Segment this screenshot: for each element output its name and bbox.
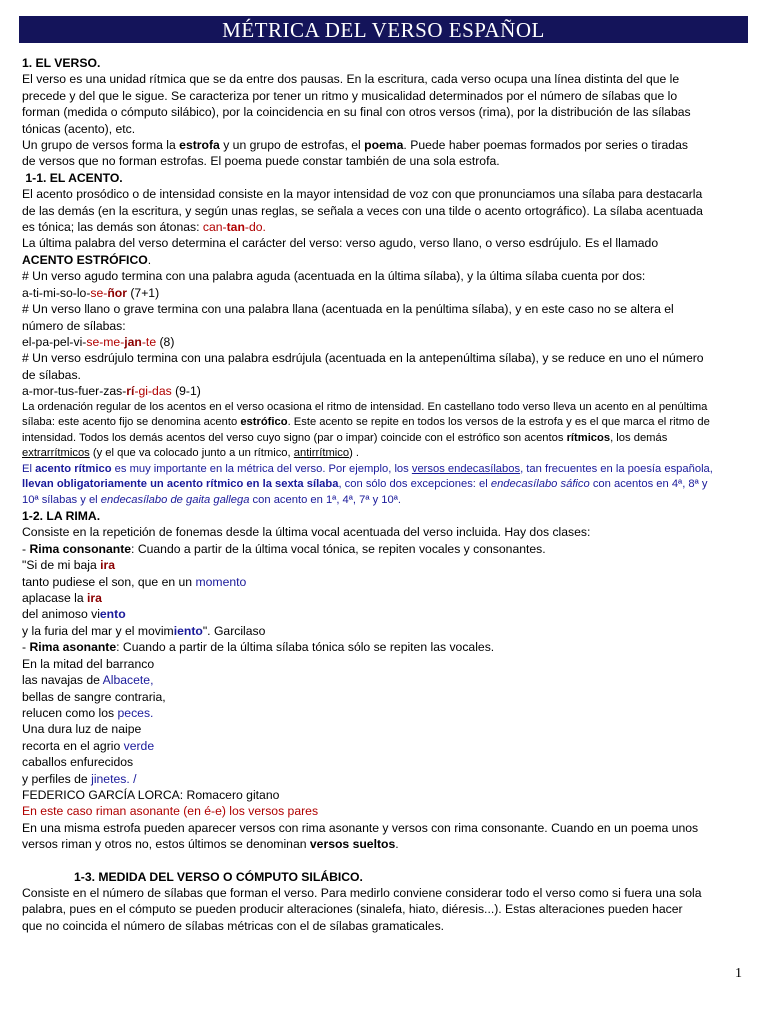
paragraph-line: forman (medida o cómputo silábico), por la coincidencia en su final con otros versos (rima), por la distribución de las sílabas (22, 105, 691, 120)
paragraph-line: número de sílabas: (22, 318, 126, 333)
rhyme-note: En este caso riman asonante (en é-e) los versos pares (22, 804, 319, 819)
paragraph-line: El verso es una unidad rítmica que se da entre dos pausas. En la escritura, cada verso ocupa una línea distinta del que le (22, 72, 680, 87)
paragraph-line: # Un verso agudo termina con una palabra aguda (acentuada en la última sílaba), y la última sílaba cuenta por dos: (22, 269, 646, 284)
link-versos-endecasilabos: versos endecasílabos (411, 462, 521, 475)
page-number: 1 (735, 966, 742, 981)
term-acento-estrofico: ACENTO ESTRÓFICO (22, 252, 148, 267)
section-heading-medida: 1-3. MEDIDA DEL VERSO O CÓMPUTO SILÁBICO. (74, 869, 363, 884)
note-line: intensidad. Todos los demás acentos del verso cuyo signo (par o impar) coincide con el estrófico son acentos rítmicos, los demás (22, 431, 668, 444)
paragraph-line: Consiste en el número de sílabas que forman el verso. Para medirlo conviene considerar todo el verso como si fuera una sola (22, 885, 702, 900)
section-heading-rima: 1-2. LA RIMA. (22, 509, 101, 524)
section-heading-acento: 1-1. EL ACENTO. (25, 170, 123, 185)
page-title: MÉTRICA DEL VERSO ESPAÑOL (19, 16, 748, 43)
note-line: 10ª sílabas y el endecasílabo de gaita gallega con acento en 1ª, 4ª, 7ª y 10ª. (22, 493, 401, 506)
paragraph-line: # Un verso llano o grave termina con una palabra llana (acentuada en la penúltima sílaba), y en este caso no se altera el (22, 302, 674, 317)
paragraph-line: Consiste en la repetición de fonemas desde la última vocal acentuada del verso incluida. Hay dos clases: (22, 525, 591, 540)
paragraph-line: tónicas (acento), etc. (22, 121, 136, 136)
paragraph-line: - Rima asonante: Cuando a partir de la última sílaba tónica sólo se repiten las vocales. (22, 640, 495, 655)
note-line: sílaba: este acento fijo se denomina acento estrófico. Este acento se repite en todos los versos de la estrofa y es el que marca el ritmo de (22, 416, 710, 429)
example-line: a-ti-mi-so-lo-se-ñor (7+1) (22, 285, 160, 300)
example-line: a-mor-tus-fuer-zas-rí-gi-das (9-1) (22, 384, 201, 399)
paragraph-line: de versos que no forman estrofas. El poema puede constar también de una sola estrofa. (22, 154, 500, 169)
example-line: el-pa-pel-vi-se-me-jan-te (8) (22, 334, 175, 349)
term-estrofa: estrofa (179, 138, 220, 153)
paragraph-line: En una misma estrofa pueden aparecer versos con rima asonante y versos con rima consonante. Cuando en un poema unos (22, 820, 699, 835)
note-line: El acento rítmico es muy importante en la métrica del verso. Por ejemplo, los versos endecasílabos, tan frecuentes en la poesía española, (22, 462, 713, 475)
poem-line: relucen como los peces. (22, 705, 154, 720)
poem-line: las navajas de Albacete, (22, 673, 154, 688)
paragraph-line: versos riman y otros no, estos últimos se denominan versos sueltos. (22, 837, 399, 852)
poem-author: FEDERICO GARCÍA LORCA: Romacero gitano (22, 787, 280, 802)
paragraph-line: Un grupo de versos forma la estrofa y un grupo de estrofas, el poema. Puede haber poemas formados por series o tiradas (22, 138, 688, 153)
poem-line: y la furia del mar y el movimiento". Garcilaso (22, 623, 266, 638)
poem-line: bellas de sangre contraria, (22, 689, 166, 704)
poem-line: caballos enfurecidos (22, 755, 134, 770)
poem-line: tanto pudiese el son, que en un momento (22, 574, 247, 589)
paragraph-line: es tónica; las demás son átonas: can-tan-do. (22, 220, 266, 235)
poem-line: y perfiles de jinetes. / (22, 771, 137, 786)
paragraph-line: palabra, pues en el cómputo se pueden producir alteraciones (sinalefa, hiato, diéresis...). Estas alteraciones pueden hacer (22, 902, 683, 917)
paragraph-line: El acento prosódico o de intensidad consiste en la mayor intensidad de voz con que pronunciamos una sílaba para destacarla (22, 187, 703, 202)
paragraph-line: # Un verso esdrújulo termina con una palabra esdrújula (acentuada en la antepenúltima sílaba), y se reduce en uno el número (22, 351, 704, 366)
poem-line: "Si de mi baja ira (22, 558, 116, 573)
note-line: La ordenación regular de los acentos en el verso ocasiona el ritmo de intensidad. En castellano todo verso lleva un acento en al penúltima (22, 400, 708, 413)
paragraph-line: de las demás (en la escritura, y según unas reglas, se señala a veces con una tilde o acento ortográfico). La sílaba acentuada (22, 203, 703, 218)
term-poema: poema (364, 138, 404, 153)
paragraph-line: que no coincida el número de sílabas métricas con el de sílabas gramaticales. (22, 918, 445, 933)
paragraph-line: La última palabra del verso determina el carácter del verso: verso agudo, verso llano, o verso esdrújulo. Es el llamado (22, 236, 659, 251)
paragraph-line: ACENTO ESTRÓFICO. (22, 252, 152, 267)
note-line: extrarrítmicos (y el que va colocado junto a un rítmico, antirrítmico) . (22, 447, 360, 460)
poem-line: recorta en el agrio verde (22, 738, 155, 753)
document-body (22, 55, 747, 934)
paragraph-line: - Rima consonante: Cuando a partir de la última vocal tónica, se repiten vocales y consonantes. (22, 541, 546, 556)
note-line: llevan obligatoriamente un acento rítmico en la sexta sílaba, con sólo dos excepciones: el endecasílabo sáfico con acentos en 4ª, 8ª y (22, 478, 708, 491)
section-heading-verso: 1. EL VERSO. (22, 56, 101, 70)
poem-line: En la mitad del barranco (22, 656, 155, 671)
paragraph-line: precede y del que le sigue. Se caracteriza por tener un ritmo y musicalidad determinados por el número de sílabas que lo (22, 88, 678, 103)
poem-line: del animoso viento (22, 607, 126, 622)
small-note-block (22, 400, 747, 509)
paragraph-line: de sílabas. (22, 367, 81, 382)
poem-line: aplacase la ira (22, 591, 102, 606)
poem-line: Una dura luz de naipe (22, 722, 142, 737)
